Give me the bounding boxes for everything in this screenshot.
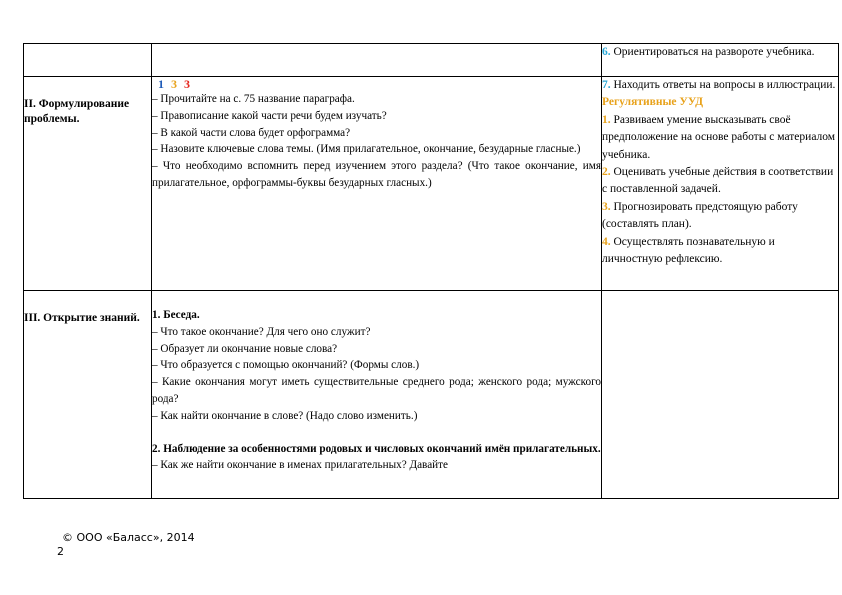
content-cell: [152, 291, 602, 499]
stage-title: III. Открытие знаний.: [24, 312, 140, 324]
table-row: [24, 44, 839, 77]
uud-item-text: Оценивать учебные действия в соответствии с поставленной задачей.: [602, 166, 834, 196]
content-cell: [152, 44, 602, 77]
question-line: – Какие окончания могут иметь существительные среднего рода; женского рода; мужского рода?: [152, 376, 601, 405]
uud-cell: [602, 44, 839, 77]
table-row: [24, 291, 839, 499]
section-title: 2. Наблюдение за особенностями родовых и числовых окончаний имён прилагательных.: [152, 442, 601, 455]
stage-cell: [24, 291, 152, 499]
stage-cell: [24, 77, 152, 291]
section-title: 1. Беседа.: [152, 309, 200, 321]
uud-item-text: Ориентироваться на развороте учебника.: [610, 46, 815, 58]
uud-item-text: Осуществлять познавательную и личностную рефлексию.: [602, 235, 775, 266]
item-number: 2.: [602, 166, 611, 179]
question-line: – Что образуется с помощью окончаний? (Формы слов.): [152, 359, 420, 372]
question-line: – Что такое окончание? Для чего оно служит?: [152, 325, 371, 338]
question-line: – Образует ли окончание новые слова?: [152, 342, 338, 355]
copyright-footer: © ООО «Баласс», 2014: [62, 531, 195, 544]
question-line: – Назовите ключевые слова темы. (Имя прилагательное, окончание, безударные гласные.): [152, 143, 581, 156]
uud-heading: Регулятивные УУД: [602, 96, 704, 109]
content-cell: [152, 77, 602, 291]
question-line: – Прочитайте на с. 75 название параграфа.: [152, 93, 355, 105]
stage-cell: [24, 44, 152, 77]
item-number: 4.: [602, 235, 611, 248]
uud-item-text: Прогнозировать предстоящую работу (составлять план).: [602, 200, 798, 231]
lesson-table: [23, 43, 839, 499]
item-number: 3.: [602, 200, 611, 213]
marker-3: 3: [184, 77, 192, 91]
uud-item-text: Развиваем умение высказывать своё предположение на основе работы с материалом учебника.: [602, 113, 836, 161]
question-line: – Что необходимо вспомнить перед изучением этого раздела? (Что такое окончание, имя прилагательное, орфограммы-буквы безударных гласных.): [152, 160, 601, 189]
question-line: – Как найти окончание в слове? (Надо слово изменить.): [152, 409, 418, 422]
stage-title: II. Формулирование проблемы.: [24, 98, 130, 125]
question-line: – В какой части слова будет орфограмма?: [152, 126, 351, 139]
uud-cell: [602, 77, 839, 291]
question-line: – Правописание какой части речи будем изучать?: [152, 109, 387, 122]
item-number: 6.: [602, 46, 611, 58]
level-markers: [152, 77, 601, 91]
spacer: [152, 425, 601, 441]
item-number: 7.: [602, 79, 611, 91]
uud-cell: [602, 291, 839, 499]
table-row: [24, 77, 839, 291]
uud-item-text: Находить ответы на вопросы в иллюстрации.: [610, 79, 836, 91]
question-line: – Как же найти окончание в именах прилагательных? Давайте: [152, 459, 449, 472]
marker-2: 3: [171, 77, 179, 91]
page-number: 2: [57, 545, 64, 558]
item-number: 1.: [602, 113, 611, 126]
marker-1: 1: [158, 77, 166, 91]
